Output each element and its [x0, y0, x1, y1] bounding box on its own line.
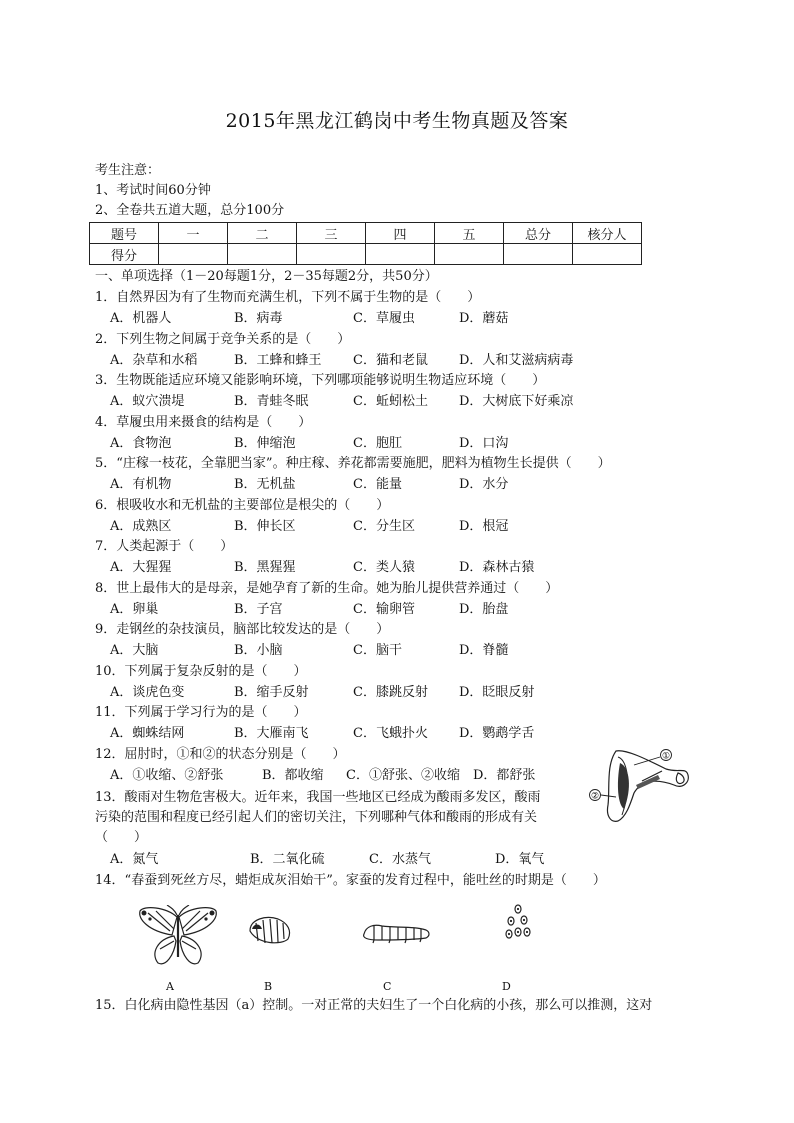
arm-label-2: ②	[590, 791, 600, 802]
question-option: D．根冠	[459, 519, 509, 534]
score-table-cell: 核分人	[573, 223, 642, 244]
question-stem: 11．下列属于学习行为的是（ ）	[95, 705, 307, 720]
score-table-empty-cell	[435, 244, 504, 265]
question-option: B．大雁南飞	[234, 726, 309, 741]
question-option: C．猫和老鼠	[353, 353, 428, 368]
notice-item: 1、考试时间60分钟	[95, 183, 211, 198]
section-heading: 一、单项选择（1－20每题1分，2－35每题2分，共50分）	[95, 269, 438, 284]
question-option: C．草履虫	[353, 311, 415, 326]
question-option: C．①舒张、②收缩	[346, 768, 460, 783]
question-option: D．眨眼反射	[459, 685, 535, 700]
arm-label-1: ①	[661, 751, 671, 762]
score-table-cell: 三	[297, 223, 366, 244]
question-stem: 9．走钢丝的杂技演员，脑部比较发达的是（ ）	[95, 622, 390, 637]
question-option: C．脑干	[353, 643, 402, 658]
score-table-cell: 得分	[90, 244, 159, 265]
question-option: B．黑猩猩	[234, 560, 296, 575]
silkworm-eggs-illustration	[504, 904, 532, 942]
score-table-empty-cell	[228, 244, 297, 265]
score-table-empty-cell	[297, 244, 366, 265]
question-13-option: D．氧气	[495, 852, 545, 867]
question-option: B．病毒	[234, 311, 283, 326]
question-option: B．青蛙冬眠	[234, 394, 309, 409]
question-13-option: B．二氧化硫	[250, 852, 325, 867]
question-stem: 8．世上最伟大的是母亲，是她孕育了新的生命。她为胎儿提供营养通过（ ）	[95, 581, 559, 596]
question-option: B．无机盐	[234, 477, 296, 492]
question-stem: 4．草履虫用来摄食的结构是（ ）	[95, 415, 312, 430]
score-table-cell: 题号	[90, 223, 159, 244]
question-option: A．成熟区	[110, 519, 172, 534]
score-table-cell: 二	[228, 223, 297, 244]
score-table-empty-cell	[159, 244, 228, 265]
question-option: B．都收缩	[262, 768, 324, 783]
question-option: C．类人猿	[353, 560, 415, 575]
question-option: C．胞肛	[353, 436, 402, 451]
question-option: D．人和艾滋病病毒	[459, 353, 574, 368]
page-title: 2015年黑龙江鹤岗中考生物真题及答案	[225, 110, 569, 132]
score-table-empty-cell	[573, 244, 642, 265]
pupa-illustration	[246, 913, 294, 947]
notice-heading: 考生注意：	[95, 163, 161, 178]
question-option: A．蜘蛛结网	[110, 726, 185, 741]
question-option: B．子宫	[234, 602, 283, 617]
question-option: D．森林古猿	[459, 560, 535, 575]
question-13-stem-line: 13．酸雨对生物危害极大。近年来，我国一些地区已经成为酸雨多发区，酸雨	[95, 790, 541, 805]
question-14-stem: 14．“春蚕到死丝方尽，蜡炬成灰泪始干”。家蚕的发育过程中，能吐丝的时期是（ ）	[95, 873, 606, 888]
score-table-cell: 总分	[504, 223, 573, 244]
question-option: C．飞蛾扑火	[353, 726, 428, 741]
score-table-cell: 一	[159, 223, 228, 244]
question-13-stem-line: （ ）	[95, 830, 148, 845]
question-stem: 6．根吸收水和无机盐的主要部位是根尖的（ ）	[95, 498, 390, 513]
question-option: B．伸长区	[234, 519, 296, 534]
question-option: D．都舒张	[473, 768, 536, 783]
question-option: B．缩手反射	[234, 685, 309, 700]
score-table-empty-cell	[504, 244, 573, 265]
silkworm-larva-illustration	[360, 920, 432, 944]
score-table-cell: 四	[366, 223, 435, 244]
question-option: A．大脑	[110, 643, 159, 658]
notice-item: 2、全卷共五道大题，总分100分	[95, 203, 285, 218]
score-table	[89, 222, 642, 265]
question-stem: 12．屈肘时，①和②的状态分别是（ ）	[95, 747, 346, 762]
score-table-empty-cell	[366, 244, 435, 265]
score-table-header-row	[90, 223, 642, 244]
question-13-stem-line: 污染的范围和程度已经引起人们的密切关注，下列哪种气体和酸雨的形成有关	[95, 810, 538, 825]
question-option: B．伸缩泡	[234, 436, 296, 451]
question-option: D．脊髓	[459, 643, 509, 658]
question-15-stem: 15．白化病由隐性基因（a）控制。一对正常的夫妇生了一个白化病的小孩，那么可以推测，这对	[95, 998, 653, 1013]
question-option: D．胎盘	[459, 602, 509, 617]
figure-label: A	[166, 980, 174, 993]
question-option: A．①收缩、②舒张	[110, 768, 224, 783]
question-option: D．大树底下好乘凉	[459, 394, 574, 409]
question-option: A．杂草和水稻	[110, 353, 198, 368]
figure-label: B	[264, 980, 273, 993]
question-option: D．水分	[459, 477, 509, 492]
arm-muscle-diagram	[586, 745, 696, 825]
question-stem: 10．下列属于复杂反射的是（ ）	[95, 664, 307, 679]
question-option: A．有机物	[110, 477, 172, 492]
question-option: D．鹦鹉学舌	[459, 726, 535, 741]
question-option: D．蘑菇	[459, 311, 509, 326]
question-option: A．机器人	[110, 311, 172, 326]
question-stem: 2．下列生物之间属于竞争关系的是（ ）	[95, 332, 351, 347]
question-option: C．能量	[353, 477, 402, 492]
question-option: C．蚯蚓松土	[353, 394, 428, 409]
question-option: A．蚁穴溃堤	[110, 394, 185, 409]
question-option: C．膝跳反射	[353, 685, 428, 700]
question-option: A．食物泡	[110, 436, 172, 451]
question-option: B．小脑	[234, 643, 283, 658]
figure-label: C	[383, 980, 392, 993]
question-13-option: A．氮气	[110, 852, 159, 867]
question-stem: 7．人类起源于（ ）	[95, 539, 234, 554]
score-table-cell: 五	[435, 223, 504, 244]
question-stem: 5．“庄稼一枝花，全靠肥当家”。种庄稼、养花都需要施肥，肥料为植物生长提供（ ）	[95, 456, 611, 471]
score-table-score-row	[90, 244, 642, 265]
question-stem: 3．生物既能适应环境又能影响环境，下列哪项能够说明生物适应环境（ ）	[95, 373, 546, 388]
butterfly-illustration	[136, 905, 220, 969]
question-13-option: C．水蒸气	[369, 852, 431, 867]
question-option: A．谈虎色变	[110, 685, 185, 700]
question-option: D．口沟	[459, 436, 509, 451]
question-option: A．卵巢	[110, 602, 159, 617]
question-option: C．输卵管	[353, 602, 415, 617]
question-option: A．大猩猩	[110, 560, 172, 575]
question-stem: 1．自然界因为有了生物而充满生机，下列不属于生物的是（ ）	[95, 290, 481, 305]
figure-label: D	[502, 980, 511, 993]
question-option: B．工蜂和蜂王	[234, 353, 322, 368]
question-option: C．分生区	[353, 519, 415, 534]
